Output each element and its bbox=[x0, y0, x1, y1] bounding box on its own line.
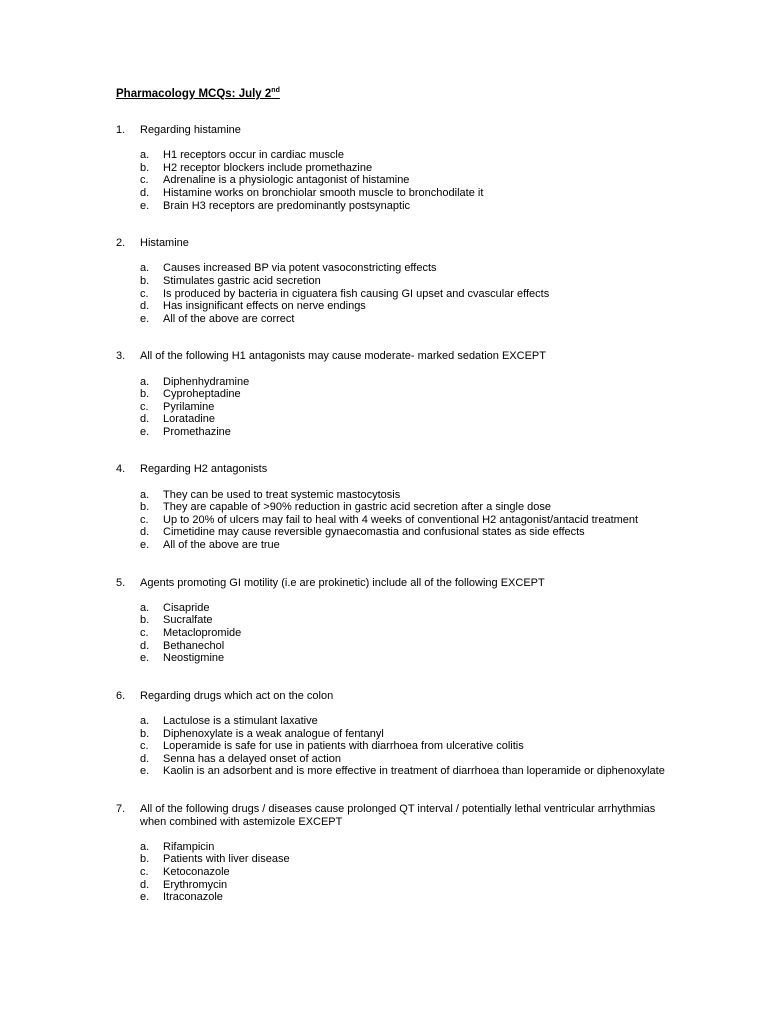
answer-option-letter: e. bbox=[140, 652, 150, 665]
answer-option bbox=[140, 879, 676, 892]
question-number: 1. bbox=[116, 124, 126, 136]
answer-option bbox=[140, 866, 676, 879]
answer-option-text: They are capable of >90% reduction in gastric acid secretion after a single dose bbox=[163, 501, 551, 514]
answer-option-letter: a. bbox=[140, 840, 150, 853]
question-item bbox=[116, 577, 676, 665]
answer-option bbox=[140, 401, 676, 414]
answer-option-text: Cisapride bbox=[163, 601, 210, 614]
answer-option-letter: c. bbox=[140, 287, 149, 300]
answer-option-letter: d. bbox=[140, 413, 150, 426]
answer-option bbox=[140, 426, 676, 439]
answer-option-text: Has insignificant effects on nerve endings bbox=[163, 300, 366, 313]
answer-option-text: Brain H3 receptors are predominantly postsynaptic bbox=[163, 199, 411, 212]
question-item bbox=[116, 463, 676, 551]
answer-option-letter: c. bbox=[140, 740, 149, 753]
answer-option-letter: d. bbox=[140, 752, 150, 765]
answer-option-text: Sucralfate bbox=[163, 614, 213, 627]
answer-option-letter: d. bbox=[140, 300, 150, 313]
answer-option bbox=[140, 602, 676, 615]
answer-option bbox=[140, 753, 676, 766]
answer-option-letter: d. bbox=[140, 186, 150, 199]
answer-option bbox=[140, 313, 676, 326]
answer-option-text: Kaolin is an adsorbent and is more effective in treatment of diarrhoea than loperamide or diphenoxylate bbox=[163, 765, 665, 778]
answer-option-text: Ketoconazole bbox=[163, 865, 230, 878]
answer-option bbox=[140, 614, 676, 627]
answer-option-text: Diphenoxylate is a weak analogue of fentanyl bbox=[163, 727, 384, 740]
answer-option-list bbox=[116, 841, 676, 904]
answer-option bbox=[140, 174, 676, 187]
answer-option-list bbox=[116, 376, 676, 439]
answer-option-letter: b. bbox=[140, 727, 150, 740]
answer-option-letter: d. bbox=[140, 639, 150, 652]
answer-option-list bbox=[116, 602, 676, 665]
answer-option-text: Histamine works on bronchiolar smooth muscle to bronchodilate it bbox=[163, 186, 484, 199]
answer-option bbox=[140, 187, 676, 200]
answer-option bbox=[140, 728, 676, 741]
answer-option-text: Cyproheptadine bbox=[163, 388, 241, 401]
answer-option bbox=[140, 841, 676, 854]
answer-option bbox=[140, 765, 676, 778]
answer-option-text: Metaclopromide bbox=[163, 627, 242, 639]
answer-option bbox=[140, 627, 676, 640]
answer-option-text: Bethanechol bbox=[163, 639, 225, 652]
question-stem-row bbox=[116, 690, 676, 703]
answer-option-text: Up to 20% of ulcers may fail to heal with 4 weeks of conventional H2 antagonist/antacid treatment bbox=[163, 513, 639, 526]
answer-option bbox=[140, 853, 676, 866]
answer-option-text: Erythromycin bbox=[163, 878, 228, 891]
document-title-text: Pharmacology MCQs: July 2 bbox=[116, 88, 272, 100]
answer-option-list bbox=[116, 262, 676, 325]
question-item bbox=[116, 690, 676, 778]
answer-option-letter: e. bbox=[140, 891, 150, 904]
answer-option bbox=[140, 388, 676, 401]
answer-option-letter: e. bbox=[140, 765, 150, 778]
question-number: 3. bbox=[116, 350, 126, 363]
answer-option-text: Promethazine bbox=[163, 425, 231, 438]
question-list bbox=[116, 124, 676, 904]
question-number: 4. bbox=[116, 463, 126, 476]
answer-option-text: They can be used to treat systemic mastocytosis bbox=[163, 488, 401, 501]
question-stem: Regarding histamine bbox=[140, 124, 241, 136]
answer-option-letter: e. bbox=[140, 312, 150, 325]
answer-option bbox=[140, 413, 676, 426]
answer-option bbox=[140, 740, 676, 753]
answer-option-text: Adrenaline is a physiologic antagonist of histamine bbox=[163, 174, 410, 187]
answer-option-letter: b. bbox=[140, 614, 150, 627]
answer-option-text: All of the above are correct bbox=[163, 312, 295, 325]
answer-option-text: Rifampicin bbox=[163, 840, 215, 853]
answer-option-letter: e. bbox=[140, 425, 150, 438]
answer-option-letter: a. bbox=[140, 714, 150, 727]
answer-option-letter: c. bbox=[140, 513, 149, 526]
answer-option bbox=[140, 275, 676, 288]
answer-option-letter: c. bbox=[140, 174, 149, 187]
answer-option-letter: a. bbox=[140, 601, 150, 614]
answer-option-letter: b. bbox=[140, 501, 150, 514]
answer-option-letter: b. bbox=[140, 274, 150, 287]
answer-option-text: Stimulates gastric acid secretion bbox=[163, 274, 321, 287]
answer-option-text: Causes increased BP via potent vasoconstricting effects bbox=[163, 262, 437, 275]
answer-option-text: Loratadine bbox=[163, 413, 215, 426]
document-title bbox=[116, 87, 280, 101]
answer-option bbox=[140, 489, 676, 502]
answer-option-text: H2 receptor blockers include promethazine bbox=[163, 161, 373, 174]
answer-option-text: Pyrilamine bbox=[163, 400, 215, 413]
answer-option bbox=[140, 640, 676, 653]
answer-option bbox=[140, 501, 676, 514]
answer-option bbox=[140, 891, 676, 904]
question-stem: All of the following H1 antagonists may cause moderate- marked sedation EXCEPT bbox=[140, 350, 546, 363]
answer-option bbox=[140, 262, 676, 275]
question-stem-row bbox=[116, 237, 676, 250]
question-number: 5. bbox=[116, 576, 126, 589]
answer-option bbox=[140, 200, 676, 213]
answer-option-letter: c. bbox=[140, 865, 149, 878]
answer-option-letter: a. bbox=[140, 375, 150, 388]
question-item bbox=[116, 350, 676, 438]
question-stem: Agents promoting GI motility (i.e are prokinetic) include all of the following EXCEPT bbox=[140, 576, 545, 589]
answer-option-text: Lactulose is a stimulant laxative bbox=[163, 714, 318, 727]
answer-option bbox=[140, 300, 676, 313]
answer-option-text: Senna has a delayed onset of action bbox=[163, 752, 341, 765]
answer-option bbox=[140, 652, 676, 665]
question-stem: All of the following drugs / diseases cause prolonged QT interval / potentially lethal ventricular arrhythmias when combined with astemizole EXCEPT bbox=[140, 802, 656, 828]
answer-option-letter: c. bbox=[140, 627, 149, 639]
answer-option-text: Itraconazole bbox=[163, 891, 223, 904]
question-stem: Regarding H2 antagonists bbox=[140, 463, 268, 476]
answer-option-letter: d. bbox=[140, 526, 150, 539]
answer-option-letter: a. bbox=[140, 149, 150, 162]
question-stem: Regarding drugs which act on the colon bbox=[140, 689, 334, 702]
answer-option-list bbox=[116, 489, 676, 552]
question-stem-row bbox=[116, 124, 676, 137]
answer-option bbox=[140, 715, 676, 728]
answer-option-text: Cimetidine may cause reversible gynaecomastia and confusional states as side effects bbox=[163, 526, 585, 539]
question-stem: Histamine bbox=[140, 237, 189, 250]
answer-option-letter: a. bbox=[140, 262, 150, 275]
answer-option-text: Patients with liver disease bbox=[163, 853, 290, 866]
answer-option bbox=[140, 526, 676, 539]
question-item bbox=[116, 237, 676, 325]
question-number: 6. bbox=[116, 689, 126, 702]
question-number: 2. bbox=[116, 237, 126, 250]
answer-option bbox=[140, 376, 676, 389]
question-stem-row bbox=[116, 463, 676, 476]
question-item bbox=[116, 124, 676, 212]
answer-option-text: All of the above are true bbox=[163, 539, 280, 552]
answer-option-letter: e. bbox=[140, 539, 150, 552]
question-stem-row bbox=[116, 350, 676, 363]
answer-option bbox=[140, 288, 676, 301]
answer-option-text: Loperamide is safe for use in patients with diarrhoea from ulcerative colitis bbox=[163, 740, 524, 753]
question-stem-row bbox=[116, 803, 676, 828]
question-number: 7. bbox=[116, 802, 126, 815]
answer-option-text: Is produced by bacteria in ciguatera fish causing GI upset and cvascular effects bbox=[163, 287, 550, 300]
document-title-superscript: nd bbox=[271, 87, 280, 94]
answer-option bbox=[140, 514, 676, 527]
answer-option bbox=[140, 539, 676, 552]
answer-option-letter: e. bbox=[140, 199, 150, 212]
answer-option-letter: b. bbox=[140, 388, 150, 401]
answer-option-letter: b. bbox=[140, 853, 150, 866]
answer-option-letter: b. bbox=[140, 161, 150, 174]
answer-option-text: Diphenhydramine bbox=[163, 375, 250, 388]
question-stem-row bbox=[116, 577, 676, 590]
answer-option-letter: c. bbox=[140, 400, 149, 413]
answer-option-letter: a. bbox=[140, 488, 150, 501]
answer-option bbox=[140, 149, 676, 162]
answer-option-letter: d. bbox=[140, 878, 150, 891]
question-item bbox=[116, 803, 676, 904]
answer-option bbox=[140, 162, 676, 175]
answer-option-list bbox=[116, 149, 676, 212]
answer-option-text: H1 receptors occur in cardiac muscle bbox=[163, 149, 344, 162]
answer-option-text: Neostigmine bbox=[163, 652, 225, 665]
answer-option-list bbox=[116, 715, 676, 778]
